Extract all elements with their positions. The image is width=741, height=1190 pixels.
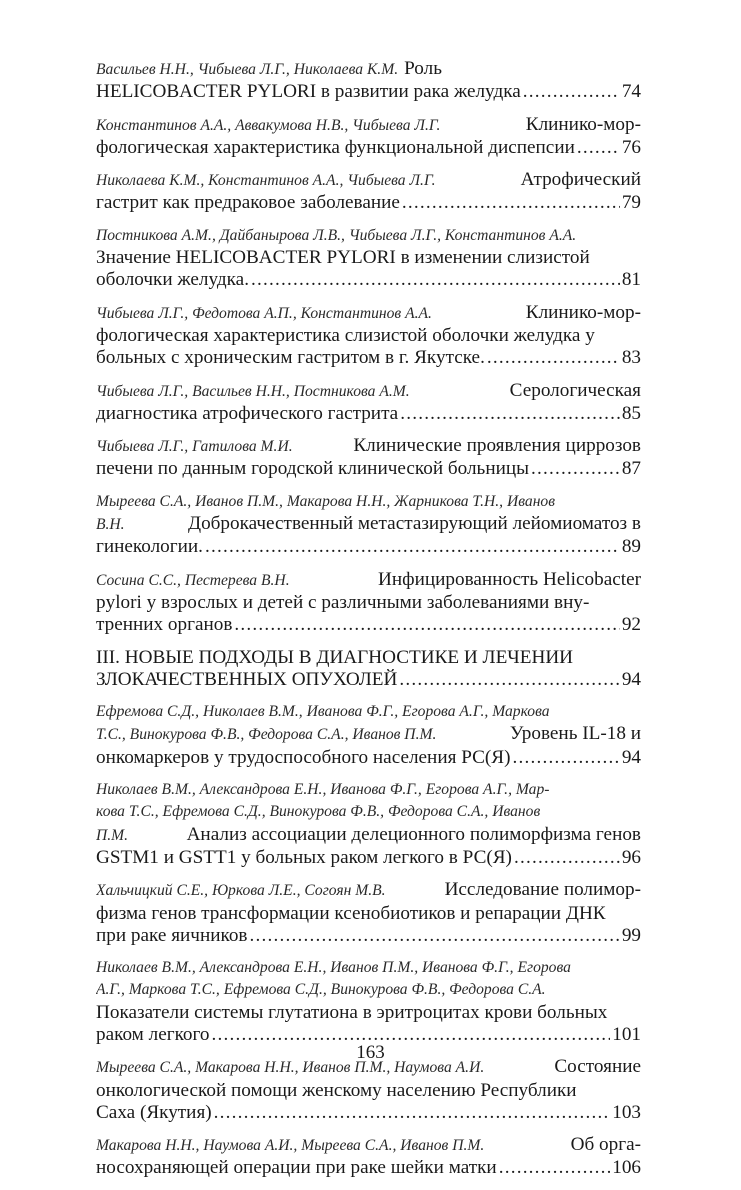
entry-title: pylori у взрослых и детей с различными заболеваниями вну- <box>96 591 590 613</box>
toc-line <box>96 979 641 1001</box>
entry-title: Уровень IL-18 и <box>509 723 641 745</box>
toc-entry <box>96 491 641 559</box>
entry-title: фологическая характеристика функциональной диспепсии <box>96 136 575 158</box>
toc-line <box>96 192 641 214</box>
dot-leader <box>249 925 619 947</box>
entry-authors: Мыреева С.А., Макарова Н.Н., Иванов П.М., Наумова А.И. <box>96 1059 485 1077</box>
entry-page-number: 85 <box>621 402 641 424</box>
toc-line <box>96 824 641 847</box>
dot-leader <box>487 347 620 369</box>
entry-authors: А.Г., Маркова Т.С., Ефремова С.Д., Винокурова Ф.В., Федорова С.А. <box>96 981 546 999</box>
entry-authors: Макарова Н.Н., Наумова А.И., Мыреева С.А., Иванов П.М. <box>96 1137 485 1155</box>
toc-entry <box>96 380 641 426</box>
toc-entry <box>96 1134 641 1180</box>
toc-line <box>96 491 641 513</box>
entry-authors: Сосина С.С., Пестерева В.Н. <box>96 571 290 589</box>
entry-title: Исследование полимор- <box>444 879 641 901</box>
section-title: ЗЛОКАЧЕСТВЕННЫХ ОПУХОЛЕЙ <box>96 668 398 690</box>
toc-line <box>96 58 641 81</box>
toc-line <box>96 513 641 536</box>
toc-entry <box>96 435 641 481</box>
dot-leader <box>214 1102 611 1124</box>
toc-line <box>96 1002 641 1024</box>
entry-title: Доброкачественный метастазирующий лейомиоматоз в <box>187 513 641 535</box>
dot-leader <box>234 614 619 636</box>
toc-line <box>96 747 641 769</box>
dot-leader <box>514 847 620 869</box>
entry-title: Клинико-мор- <box>525 301 641 323</box>
toc-entry <box>96 779 641 869</box>
toc-line <box>96 847 641 869</box>
toc-line <box>96 614 641 636</box>
entry-title: онкологической помощи женскому населению Республики <box>96 1079 577 1101</box>
toc-line <box>96 723 641 746</box>
dot-leader <box>251 269 620 291</box>
toc-entry <box>96 569 641 637</box>
dot-leader <box>499 1157 611 1179</box>
entry-page-number: 76 <box>621 136 641 158</box>
toc-line <box>96 536 641 558</box>
entry-authors: Чибыева Л.Г., Васильев Н.Н., Постникова А.М. <box>96 382 410 400</box>
entry-title: Состояние <box>554 1056 641 1078</box>
dot-leader <box>531 458 620 480</box>
entry-authors: Хальчицкий С.Е., Юркова Л.Е., Согоян М.В. <box>96 882 386 900</box>
entry-authors: Постникова А.М., Дайбанырова Л.В., Чибыева Л.Г., Константинов А.А. <box>96 226 577 244</box>
entry-authors: Николаев В.М., Александрова Е.Н., Иванов П.М., Иванова Ф.Г., Егорова <box>96 959 571 977</box>
entry-page-number: 101 <box>612 1023 641 1045</box>
entry-page-number: 96 <box>621 846 641 868</box>
toc-line <box>96 435 641 458</box>
entry-authors: П.М. <box>96 826 129 844</box>
entry-authors: Николаев В.М., Александрова Е.Н., Иванова Ф.Г., Егорова А.Г., Мар- <box>96 781 550 799</box>
dot-leader <box>513 747 620 769</box>
toc-line <box>96 925 641 947</box>
entry-title: тренних органов <box>96 614 233 636</box>
entry-authors: Мыреева С.А., Иванов П.М., Макарова Н.Н., Жарникова Т.Н., Иванов <box>96 492 556 510</box>
toc-entry <box>96 225 641 292</box>
entry-title: диагностика атрофического гастрита <box>96 402 399 424</box>
toc-line <box>96 269 641 291</box>
toc-line <box>96 458 641 480</box>
toc-line <box>96 1134 641 1157</box>
entry-page-number: 74 <box>621 81 641 103</box>
entry-title: Клинические проявления циррозов <box>353 435 641 457</box>
entry-authors: Чибыева Л.Г., Федотова А.П., Константинов А.А. <box>96 304 432 322</box>
toc-line <box>96 1157 641 1179</box>
entry-title: Саха (Якутия) <box>96 1101 212 1123</box>
toc-line <box>96 325 641 347</box>
toc-entry <box>96 58 641 104</box>
dot-leader <box>402 192 620 214</box>
entry-title: Значение HELICOBACTER PYLORI в изменении слизистой <box>96 247 590 269</box>
toc-line <box>96 779 641 801</box>
entry-title: физма генов трансформации ксенобиотиков и репарации ДНК <box>96 902 606 924</box>
dot-leader <box>577 137 620 159</box>
dot-leader <box>400 403 620 425</box>
entry-page-number: 99 <box>621 924 641 946</box>
toc-entry <box>96 302 641 370</box>
entry-title: Анализ ассоциации делеционного полиморфизма генов <box>186 823 641 845</box>
toc-entry <box>96 114 641 160</box>
toc-line <box>96 957 641 979</box>
entry-title: Клинико-мор- <box>525 113 641 135</box>
toc-line <box>96 701 641 723</box>
entry-authors: Т.С., Винокурова Ф.В., Федорова С.А., Иванов П.М. <box>96 726 437 744</box>
toc-entry <box>96 169 641 215</box>
entry-title: фологическая характеристика слизистой оболочки желудка у <box>96 324 595 346</box>
entry-authors: Константинов А.А., Аввакумова Н.В., Чибыева Л.Г. <box>96 116 441 134</box>
toc-line <box>96 1102 641 1124</box>
entry-title: Об орга- <box>570 1134 641 1156</box>
toc-line <box>96 114 641 137</box>
entry-title: печени по данным городской клинической больницы <box>96 458 530 480</box>
toc-entry <box>96 701 641 769</box>
entry-page-number: 92 <box>621 614 641 636</box>
entry-title: Роль <box>404 58 442 79</box>
entry-authors: Васильев Н.Н., Чибыева Л.Г., Николаева К.М. <box>96 61 399 78</box>
toc-line <box>96 225 641 247</box>
entry-authors: Чибыева Л.Г., Гатилова М.И. <box>96 438 293 456</box>
toc-line <box>96 669 641 691</box>
toc-line <box>96 903 641 925</box>
entry-page-number: 81 <box>621 269 641 291</box>
entry-title: Атрофический <box>520 169 641 191</box>
toc-entry <box>96 1056 641 1124</box>
entry-page-number: 83 <box>621 347 641 369</box>
table-of-contents <box>96 58 641 1190</box>
toc-line <box>96 137 641 159</box>
toc-line <box>96 647 641 669</box>
toc-line <box>96 592 641 614</box>
toc-line <box>96 801 641 823</box>
entry-title: онкомаркеров у трудоспособного населения РС(Я) <box>96 746 511 768</box>
entry-title: HELICOBACTER PYLORI в развитии рака желудка <box>96 81 521 103</box>
entry-title: носохраняющей операции при раке шейки матки <box>96 1157 497 1179</box>
entry-authors: Николаева К.М., Константинов А.А., Чибыева Л.Г. <box>96 172 436 190</box>
entry-title: гастрит как предраковое заболевание <box>96 192 400 214</box>
section-heading <box>96 647 641 692</box>
dot-leader <box>205 536 620 558</box>
entry-title: при раке яичников <box>96 924 248 946</box>
toc-line <box>96 247 641 269</box>
entry-page-number: 87 <box>621 458 641 480</box>
toc-line <box>96 569 641 592</box>
entry-title: Инфицированность Helicobacter <box>378 568 641 590</box>
toc-line <box>96 1080 641 1102</box>
toc-line <box>96 81 641 103</box>
entry-title: гинекологии. <box>96 536 203 558</box>
entry-page-number: 94 <box>621 746 641 768</box>
entry-title: больных с хроническим гастритом в г. Якутске. <box>96 347 485 369</box>
toc-line <box>96 347 641 369</box>
entry-title: раком легкого <box>96 1023 210 1045</box>
entry-page-number: 89 <box>621 536 641 558</box>
entry-title: GSTM1 и GSTT1 у больных раком легкого в РС(Я) <box>96 846 512 868</box>
page-number: 163 <box>356 1042 385 1063</box>
entry-title: Показатели системы глутатиона в эритроцитах крови больных <box>96 1001 608 1023</box>
entry-page-number: 103 <box>612 1101 641 1123</box>
section-title: III. НОВЫЕ ПОДХОДЫ В ДИАГНОСТИКЕ И ЛЕЧЕНИИ <box>96 646 574 668</box>
toc-entry <box>96 957 641 1046</box>
entry-authors: В.Н. <box>96 516 125 534</box>
toc-line <box>96 380 641 403</box>
toc-line <box>96 879 641 902</box>
toc-line <box>96 403 641 425</box>
toc-line <box>96 302 641 325</box>
dot-leader <box>523 81 620 103</box>
entry-authors: Ефремова С.Д., Николаев В.М., Иванова Ф.Г., Егорова А.Г., Маркова <box>96 703 550 721</box>
dot-leader <box>399 669 619 691</box>
entry-page-number: 94 <box>621 668 641 690</box>
entry-page-number: 79 <box>621 192 641 214</box>
entry-page-number: 106 <box>612 1157 641 1179</box>
entry-authors: кова Т.С., Ефремова С.Д., Винокурова Ф.В., Федорова С.А., Иванов <box>96 803 541 821</box>
entry-title: Серологическая <box>509 379 641 401</box>
toc-line <box>96 169 641 192</box>
entry-title: оболочки желудка. <box>96 269 249 291</box>
toc-entry <box>96 879 641 947</box>
